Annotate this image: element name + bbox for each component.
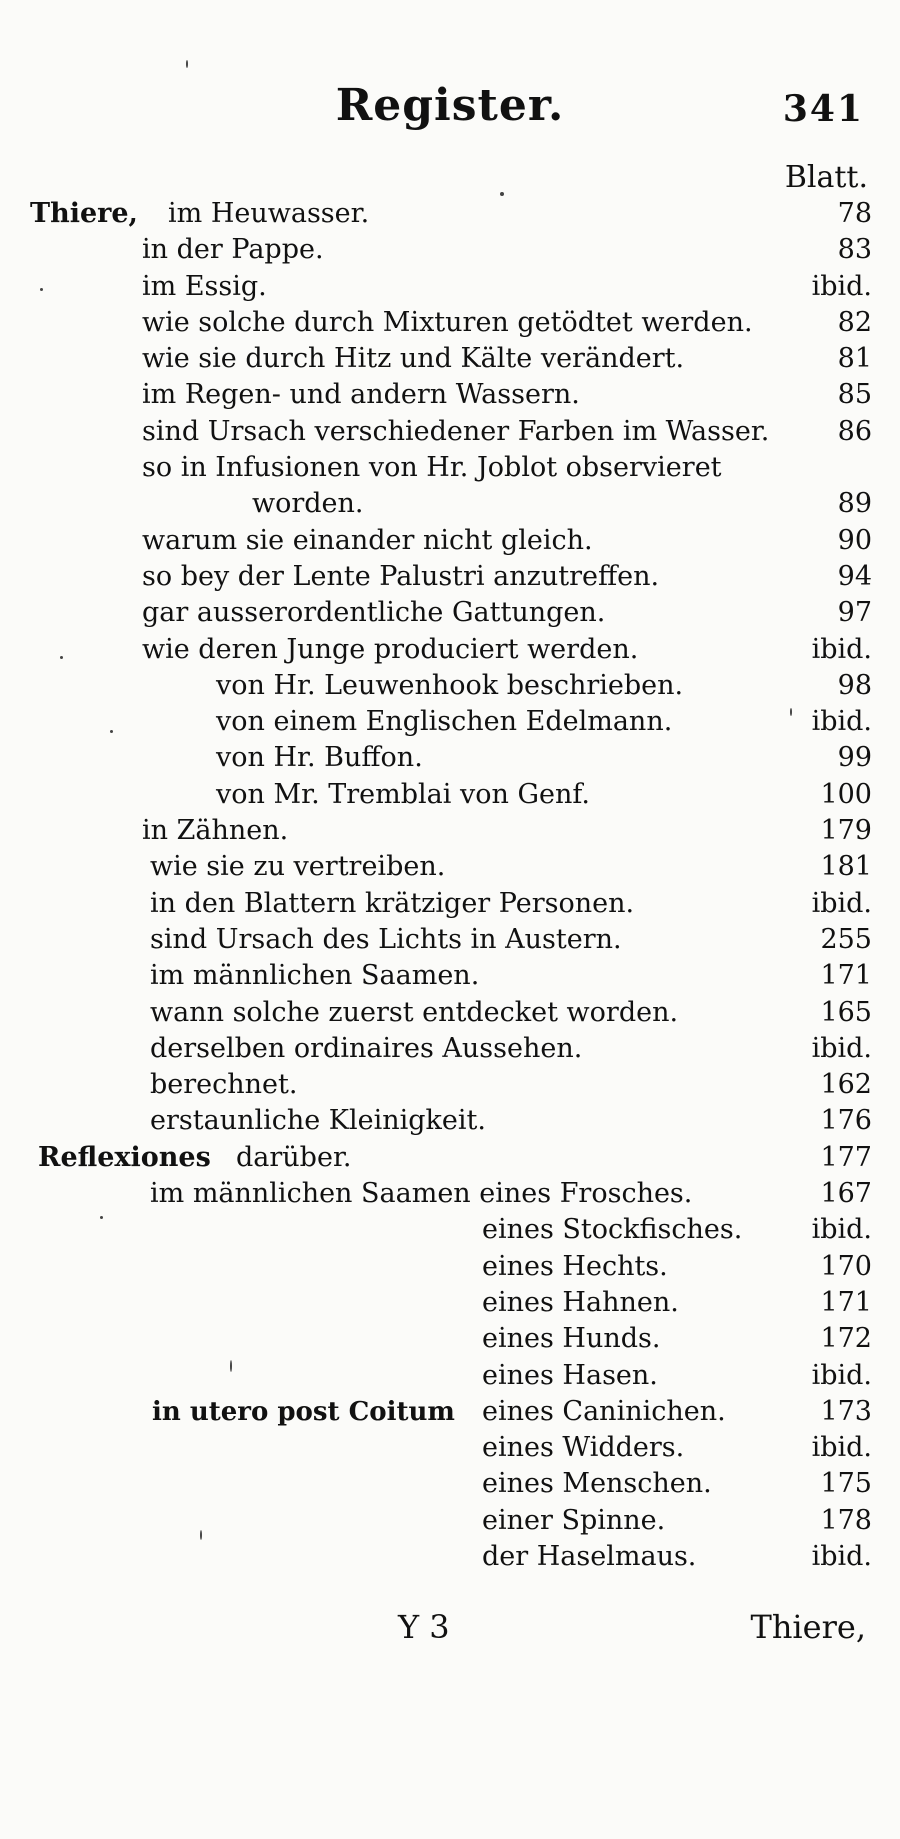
index-subentry	[0, 1358, 900, 1394]
entry-page: 78	[837, 198, 872, 229]
index-entry	[0, 958, 900, 994]
index-entry	[0, 196, 900, 232]
entry-page: 175	[820, 1468, 872, 1500]
entry-page: 167	[820, 1178, 872, 1210]
catchword: Thiere,	[750, 1608, 866, 1646]
entry-page: ibid.	[811, 706, 872, 738]
print-speck	[186, 60, 188, 68]
index-entry	[0, 1103, 900, 1139]
index-subentry	[0, 1539, 900, 1575]
entry-text: wie sie zu vertreiben.	[150, 851, 446, 883]
entry-page: 99	[837, 742, 872, 774]
entry-text: wie sie durch Hitz und Kälte verändert.	[142, 343, 685, 375]
print-speck	[60, 656, 63, 659]
index-entry	[0, 269, 900, 305]
entry-page: 170	[820, 1250, 872, 1282]
entry-page: 165	[820, 996, 872, 1028]
index-entry	[0, 1067, 900, 1103]
index-entry	[0, 232, 900, 268]
entry-page: 171	[820, 960, 872, 992]
entry-page: 181	[820, 851, 872, 883]
entry-text: warum sie einander nicht gleich.	[142, 524, 593, 556]
print-speck	[790, 708, 792, 716]
entry-text: der Haselmaus.	[482, 1540, 697, 1572]
index-entry	[0, 632, 900, 668]
entry-text: eines Menschen.	[482, 1468, 712, 1500]
index-entry	[0, 341, 900, 377]
entry-page: ibid.	[811, 887, 872, 919]
index-subentry	[0, 1212, 900, 1248]
index-entry	[0, 450, 900, 486]
index-subentry	[0, 1466, 900, 1502]
index-entry	[0, 377, 900, 413]
entry-text: eines Widders.	[482, 1432, 685, 1464]
entry-headword: Reflexiones	[38, 1141, 211, 1173]
entry-page: 100	[820, 778, 872, 810]
signature-mark: Y 3	[398, 1608, 450, 1646]
entry-text: im männlichen Saamen eines Frosches.	[150, 1178, 693, 1210]
entry-page: 173	[820, 1395, 872, 1427]
index-subentry	[0, 740, 900, 776]
entry-text: von Hr. Buffon.	[216, 742, 423, 774]
entry-page: 86	[837, 415, 872, 447]
entry-text: im männlichen Saamen.	[150, 960, 480, 992]
entry-page: ibid.	[811, 1359, 872, 1391]
index-entry	[0, 886, 900, 922]
index-subentry	[0, 1249, 900, 1285]
index-entry	[0, 414, 900, 450]
entry-text: eines Hechts.	[482, 1250, 668, 1282]
entry-text: wie solche durch Mixturen getödtet werden.	[142, 306, 753, 338]
entry-page: ibid.	[811, 1432, 872, 1464]
entry-page: ibid.	[811, 1032, 872, 1064]
index-subentry	[0, 777, 900, 813]
page-title: Register.	[335, 80, 565, 131]
index-entry	[0, 1394, 900, 1430]
print-speck	[500, 192, 504, 196]
entry-page: 172	[820, 1323, 872, 1355]
entry-text: eines Stockfisches.	[482, 1214, 743, 1246]
index-subentry	[0, 1285, 900, 1321]
index-entry	[0, 1176, 900, 1212]
entry-page: 177	[820, 1141, 872, 1173]
entry-text: so in Infusionen von Hr. Joblot observieret	[142, 452, 722, 484]
entry-text: in der Pappe.	[142, 234, 324, 266]
entry-page: 83	[837, 234, 872, 266]
column-header-blatt: Blatt.	[784, 160, 868, 195]
print-speck	[110, 730, 113, 733]
index-entry	[0, 922, 900, 958]
entry-page: 255	[820, 923, 872, 955]
entry-text: von Hr. Leuwenhook beschrieben.	[216, 669, 684, 701]
entry-text: in Zähnen.	[142, 815, 289, 847]
entry-text: darüber.	[236, 1141, 352, 1173]
entry-headword: in utero post Coitum	[152, 1396, 455, 1427]
print-speck	[230, 1360, 232, 1372]
index-entry	[0, 1031, 900, 1067]
entry-text: im Heuwasser.	[168, 198, 370, 229]
entry-page: 94	[837, 560, 872, 592]
entry-text: einer Spinne.	[482, 1504, 666, 1536]
entry-page: 85	[837, 379, 872, 411]
index-entry	[0, 1140, 900, 1176]
page-number: 341	[782, 88, 864, 130]
index-entry	[0, 849, 900, 885]
print-speck	[100, 1216, 103, 1219]
print-speck	[200, 1530, 202, 1540]
index-entry	[0, 523, 900, 559]
entry-page: 97	[837, 597, 872, 629]
entry-headword: Thiere,	[30, 198, 138, 229]
index-subentry	[0, 704, 900, 740]
entry-text: worden.	[252, 488, 364, 520]
entry-text: eines Hahnen.	[482, 1286, 679, 1318]
entry-page: 178	[820, 1504, 872, 1536]
entry-page: 81	[837, 343, 872, 375]
entry-page: 176	[820, 1105, 872, 1137]
entry-text: im Regen- und andern Wassern.	[142, 379, 580, 411]
entry-page: ibid.	[811, 1214, 872, 1246]
index-subentry	[0, 1321, 900, 1357]
entry-page: 171	[820, 1286, 872, 1318]
index-entry-continuation	[0, 486, 900, 522]
entry-text: sind Ursach des Lichts in Austern.	[150, 923, 622, 955]
entry-text: berechnet.	[150, 1069, 298, 1101]
entry-text: gar ausserordentliche Gattungen.	[142, 597, 606, 629]
entry-page: ibid.	[811, 270, 872, 302]
index-entry	[0, 995, 900, 1031]
entry-text: sind Ursach verschiedener Farben im Wasser.	[142, 415, 770, 447]
entry-text: im Essig.	[142, 270, 267, 302]
entry-page: 90	[837, 524, 872, 556]
entry-text: von einem Englischen Edelmann.	[216, 706, 673, 738]
entry-text: eines Hunds.	[482, 1323, 661, 1355]
index-entry	[0, 305, 900, 341]
print-speck	[40, 288, 43, 291]
index-entry	[0, 559, 900, 595]
entry-text: eines Caninichen.	[482, 1395, 726, 1427]
entry-page: ibid.	[811, 1540, 872, 1572]
index-subentry	[0, 668, 900, 704]
index-entry	[0, 813, 900, 849]
index-subentry	[0, 1503, 900, 1539]
entry-text: derselben ordinaires Aussehen.	[150, 1032, 583, 1064]
entry-text: erstaunliche Kleinigkeit.	[150, 1105, 486, 1137]
entry-text: wie deren Junge produciert werden.	[142, 633, 639, 665]
entry-text: eines Hasen.	[482, 1359, 658, 1391]
entry-page: 89	[837, 488, 872, 520]
entry-page: 82	[837, 306, 872, 338]
index-entry	[0, 595, 900, 631]
entry-text: in den Blattern krätziger Personen.	[150, 887, 635, 919]
entry-text: wann solche zuerst entdecket worden.	[150, 996, 679, 1028]
entry-page: 98	[837, 669, 872, 701]
entry-text: von Mr. Tremblai von Genf.	[216, 778, 590, 810]
entry-page: ibid.	[811, 633, 872, 665]
index-entries	[0, 196, 900, 1575]
index-subentry	[0, 1430, 900, 1466]
entry-text: so bey der Lente Palustri anzutreffen.	[142, 560, 660, 592]
entry-page: 162	[820, 1069, 872, 1101]
entry-page: 179	[820, 815, 872, 847]
